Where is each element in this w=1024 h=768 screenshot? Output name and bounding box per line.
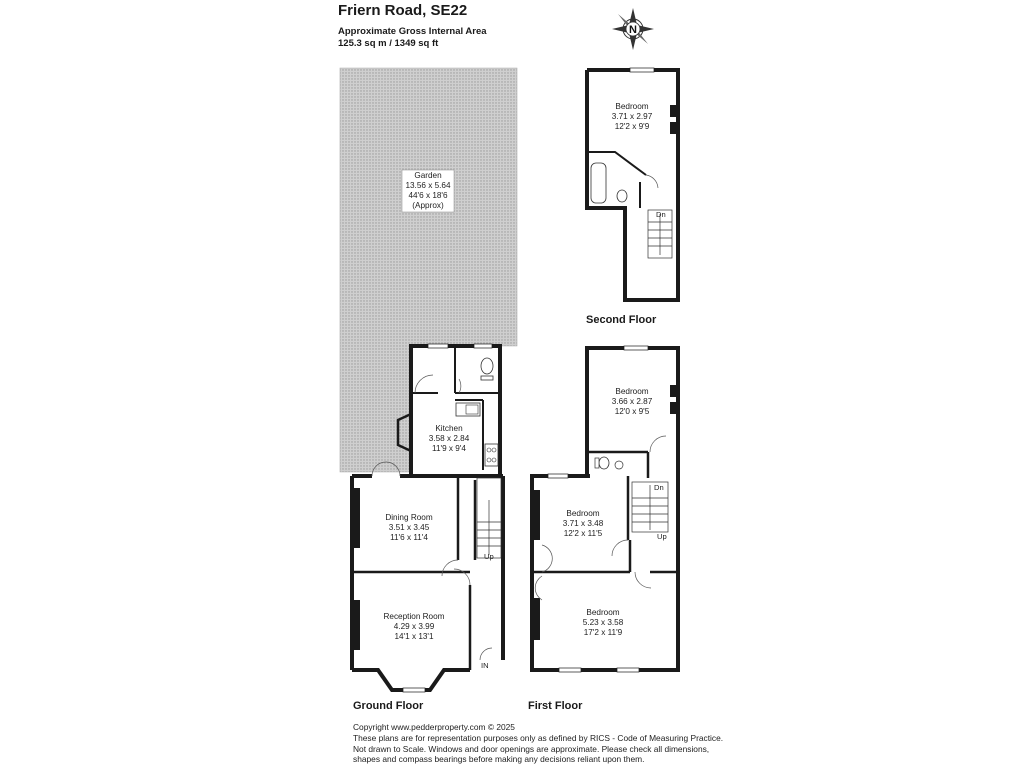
- disclaimer-line-3: shapes and compass bearings before making any decisions reliant upon them.: [353, 754, 645, 765]
- svg-text:12'0 x 9'5: 12'0 x 9'5: [614, 407, 650, 416]
- compass-icon: [612, 8, 654, 50]
- svg-text:3.71 x 3.48: 3.71 x 3.48: [562, 519, 604, 528]
- area-value: 125.3 sq m / 1349 sq ft: [338, 38, 439, 49]
- svg-text:12'2 x 11'5: 12'2 x 11'5: [563, 529, 603, 538]
- svg-text:Dining Room: Dining Room: [385, 513, 433, 522]
- footer-disclaimer: [353, 722, 723, 765]
- second-floor-label: Second Floor: [586, 314, 657, 326]
- svg-text:Bedroom: Bedroom: [566, 509, 600, 518]
- property-title: Friern Road, SE22: [338, 2, 468, 19]
- first-floor-front-bedroom-label: [583, 608, 624, 637]
- entrance-marker: IN: [481, 661, 489, 670]
- svg-text:(Approx): (Approx): [412, 201, 444, 210]
- second-floor-plan: [587, 68, 678, 300]
- first-floor-label: First Floor: [528, 700, 583, 712]
- svg-text:17'2 x 11'9: 17'2 x 11'9: [583, 628, 623, 637]
- svg-text:11'9 x 9'4: 11'9 x 9'4: [432, 444, 466, 453]
- first-floor-middle-bedroom-label: [563, 509, 604, 538]
- svg-text:44'6 x 18'6: 44'6 x 18'6: [408, 191, 448, 200]
- svg-text:Reception Room: Reception Room: [383, 612, 445, 621]
- svg-text:Bedroom: Bedroom: [586, 608, 620, 617]
- copyright-text: Copyright www.pedderproperty.com © 2025: [353, 722, 515, 732]
- first-floor-plan: [532, 346, 678, 672]
- svg-text:Kitchen: Kitchen: [435, 424, 463, 433]
- second-down-marker: Dn: [656, 210, 666, 219]
- kitchen-label: [429, 424, 470, 453]
- second-floor-bedroom-label: [612, 102, 653, 131]
- svg-text:12'2 x 9'9: 12'2 x 9'9: [614, 122, 650, 131]
- ground-up-marker: Up: [484, 552, 494, 561]
- svg-text:Bedroom: Bedroom: [615, 102, 649, 111]
- svg-text:14'1 x 13'1: 14'1 x 13'1: [394, 632, 434, 641]
- dining-room-label: [385, 513, 433, 542]
- svg-text:Garden: Garden: [414, 171, 442, 180]
- reception-room-label: [384, 612, 445, 641]
- svg-text:11'6 x 11'4: 11'6 x 11'4: [390, 533, 428, 542]
- first-floor-back-bedroom-label: [612, 387, 653, 416]
- area-label: Approximate Gross Internal Area: [338, 26, 487, 37]
- svg-text:13.56 x 5.64: 13.56 x 5.64: [405, 181, 451, 190]
- ground-floor-plan: [340, 68, 517, 692]
- ground-floor-label: Ground Floor: [353, 700, 424, 712]
- disclaimer-line-2: Not drawn to Scale. Windows and door openings are approximate. Please check all dimensions,: [353, 743, 710, 754]
- compass-letter: N: [629, 24, 637, 36]
- svg-text:4.29 x 3.99: 4.29 x 3.99: [393, 622, 435, 631]
- first-up-marker: Up: [657, 532, 667, 541]
- first-down-marker: Dn: [654, 483, 664, 492]
- svg-text:3.66 x 2.87: 3.66 x 2.87: [611, 397, 653, 406]
- svg-text:5.23 x 3.58: 5.23 x 3.58: [582, 618, 624, 627]
- svg-text:Bedroom: Bedroom: [615, 387, 649, 396]
- svg-text:3.71 x 2.97: 3.71 x 2.97: [611, 112, 653, 121]
- svg-text:3.58 x 2.84: 3.58 x 2.84: [428, 434, 470, 443]
- disclaimer-line-1: These plans are for representation purposes only as defined by RICS - Code of Measuring Practice.: [353, 732, 724, 743]
- garden-area: [340, 68, 517, 472]
- svg-text:3.51 x 3.45: 3.51 x 3.45: [388, 523, 430, 532]
